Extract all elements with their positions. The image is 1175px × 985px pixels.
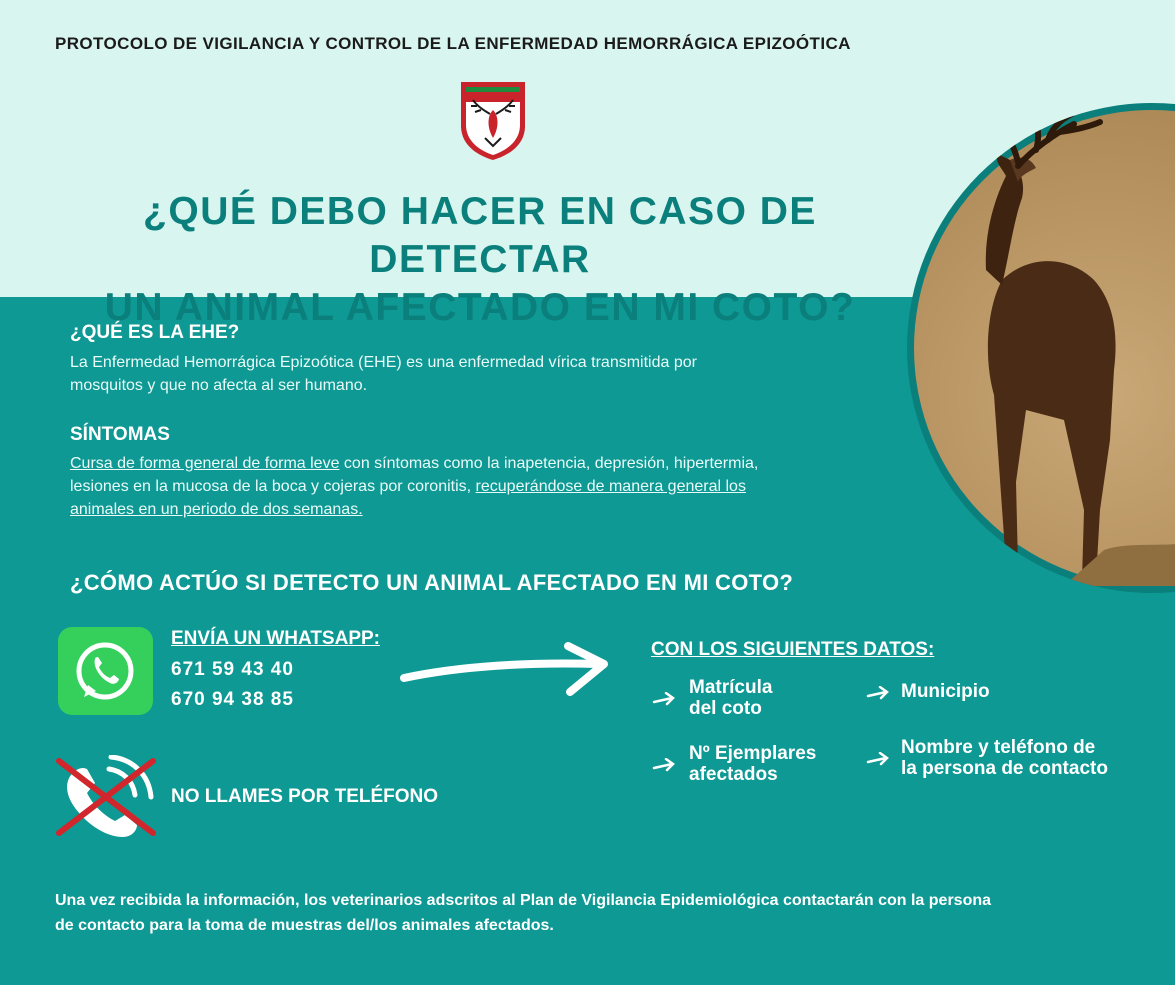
data-item-3-line-1: Nº Ejemplares [689, 743, 817, 764]
headline-line-1: ¿QUÉ DEBO HACER EN CASO DE DETECTAR [143, 190, 817, 281]
symptoms-title: SÍNTOMAS [70, 424, 170, 445]
no-call-text: NO LLAMES POR TELÉFONO [171, 786, 439, 807]
long-arrow-icon [400, 640, 615, 700]
data-item-ejemplares [689, 743, 816, 785]
what-is-ehe-title: ¿QUÉ ES LA EHE? [70, 322, 240, 343]
symptoms-line-1-rest: con síntomas como la inapetencia, depresión, hipertermia, [339, 455, 759, 472]
data-item-4-line-2: la persona de contacto [901, 758, 1108, 779]
headline-line-2: UN ANIMAL AFECTADO EN MI COTO? [104, 286, 856, 329]
whatsapp-icon [58, 627, 153, 715]
what-is-line-1: La Enfermedad Hemorrágica Epizoótica (EHE) es una enfermedad vírica transmitida por [70, 354, 697, 371]
data-item-municipio: Municipio [901, 681, 990, 702]
arrow-right-icon [652, 692, 676, 706]
footer-line-1: Una vez recibida la información, los veterinarios adscritos al Plan de Vigilancia Epidemiológica contactarán con la persona [55, 892, 992, 909]
main-headline [40, 188, 920, 332]
arrow-right-icon [866, 752, 890, 766]
data-item-contacto [901, 737, 1108, 779]
data-item-4-line-1: Nombre y teléfono de [901, 737, 1096, 758]
whatsapp-phone-1[interactable]: 671 59 43 40 [171, 659, 294, 680]
arrow-right-icon [652, 758, 676, 772]
deer-photo [907, 103, 1175, 593]
deer-image [914, 110, 1175, 586]
what-is-line-2: mosquitos y que no afecta al ser humano. [70, 377, 368, 394]
shield-logo-icon [459, 80, 527, 162]
symptoms-highlight-1: Cursa de forma general de forma leve [70, 455, 340, 472]
symptoms-line-2: lesiones en la mucosa de la boca y cojeras por coronitis, [70, 478, 476, 495]
symptoms-highlight-3: animales en un periodo de dos semanas. [70, 501, 363, 518]
footer-note [55, 888, 1135, 938]
data-item-1-line-2: del coto [689, 698, 762, 719]
whatsapp-title: ENVÍA UN WHATSAPP: [171, 628, 380, 649]
footer-line-2: de contacto para la toma de muestras del/los animales afectados. [55, 917, 554, 934]
data-item-1-line-1: Matrícula [689, 677, 773, 698]
required-data-title: CON LOS SIGUIENTES DATOS: [651, 639, 935, 660]
whatsapp-phone-2[interactable]: 670 94 38 85 [171, 689, 294, 710]
what-is-ehe-text [70, 351, 697, 397]
arrow-right-icon [866, 686, 890, 700]
symptoms-text [70, 452, 758, 521]
protocol-title: PROTOCOLO DE VIGILANCIA Y CONTROL DE LA ENFERMEDAD HEMORRÁGICA EPIZOÓTICA [55, 34, 851, 53]
data-item-matricula [689, 677, 772, 719]
data-item-3-line-2: afectados [689, 764, 778, 785]
how-to-act-title: ¿CÓMO ACTÚO SI DETECTO UN ANIMAL AFECTADO EN MI COTO? [70, 570, 794, 595]
phone-crossed-icon [53, 755, 163, 840]
symptoms-highlight-2: recuperándose de manera general los [475, 478, 746, 495]
